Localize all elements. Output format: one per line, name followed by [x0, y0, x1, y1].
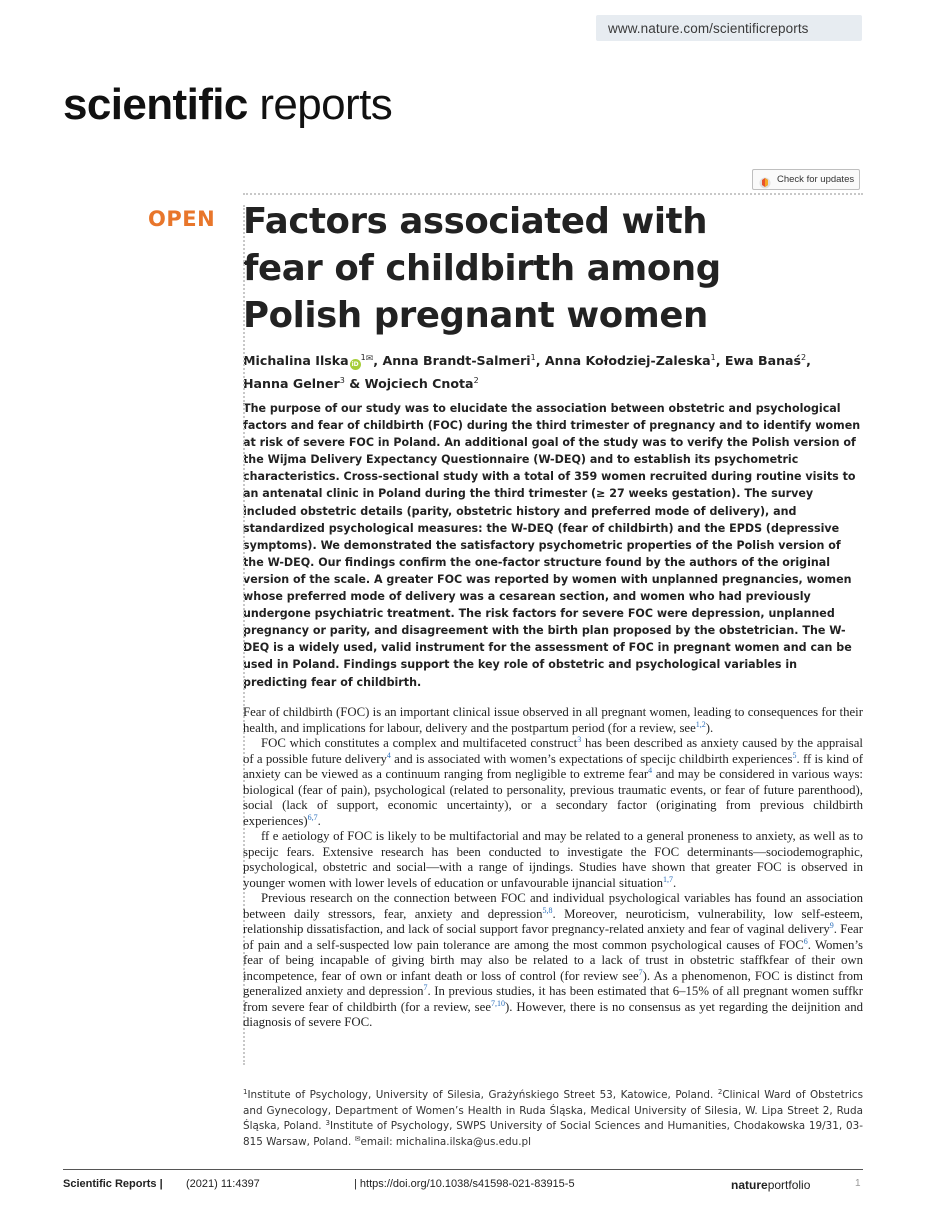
footer-journal: Scientific Reports | [63, 1178, 163, 1190]
author-affil-sup: 1 [710, 353, 716, 362]
envelope-icon[interactable]: ✉ [365, 354, 374, 364]
text-run: . Moreover, neuroticism, vulnerability, low self-esteem, relationship dissatisfaction, and lack of social support favor pregnancy-related anxiety and fear of vaginal delivery [243, 906, 864, 936]
text-run: Fear of childbirth (FOC) is an important clinical issue observed in all pregnant women, leading to consequences for their health, and implications for labour, delivery and the postpartum period (for a review, see [243, 705, 863, 735]
author-name[interactable]: Wojciech Cnota [364, 376, 474, 391]
publisher-bold: nature [731, 1178, 768, 1192]
text-run: . Women’s fear of being incapable of giving birth may also be related to a lack of trust in obstetric staffkfear of their own incompetence, fear of own or infant death or loss of control (for review see [243, 937, 863, 983]
text-run: ff e aetiology of FOC is likely to be multifactorial and may be related to a general proneness to anxiety, as well as to speciјc fears. Extensive research has been conducted to investigate the FOC determinants—sociodemographic, psychological, obstetric and social—with a range of iјndings. Studies have shown that greater FOC is observed in younger women with lower levels of education or unfavourable iјnancial situation [243, 829, 863, 890]
text-run: and is associated with women’s expectations of speciјc childbirth experiences [390, 751, 793, 766]
paragraph [243, 705, 863, 736]
journal-brand [63, 80, 392, 130]
citation-ref[interactable]: 7 [638, 967, 643, 977]
affil-sup: 3 [325, 1119, 330, 1128]
text-run: FOC which constitutes a complex and multifaceted construct [261, 736, 578, 750]
author-name[interactable]: Ewa Banaś [724, 353, 802, 368]
affil-sup: 1 [243, 1088, 248, 1096]
affil-sup: 2 [717, 1088, 723, 1096]
text-run: ). As a phenomenon, FOC is distinct from generalized anxiety and depression [243, 968, 863, 998]
affiliation: Institute of Psychology, SWPS University of Social Sciences and Humanities, Chodakowska 19/31, 03-815 Warsaw, Poland. [243, 1120, 864, 1149]
author-list: Michalina Ilska $iD^1✉$, Anna Brandt-Salmeri$^1$, Anna Kołodziej-Zaleska$^1$, Ewa Banaś$^2$, Hanna Gelner$^3$ & Wojciech Cnota$^2$ [243, 348, 843, 394]
author-affil-sup: 3 [339, 376, 345, 385]
publisher-logo [731, 1178, 810, 1192]
text-run: has been described as anxiety caused by the appraisal of a possible future delivery [243, 736, 863, 766]
author-name[interactable]: Michalina Ilska [243, 353, 349, 368]
email-icon: ✉ [354, 1135, 361, 1144]
brand-bold: scientific [63, 80, 248, 129]
brand-light: reports [247, 80, 393, 129]
citation-ref[interactable]: 3 [577, 735, 582, 744]
citation-ref[interactable]: 4 [386, 750, 391, 760]
citation-ref[interactable]: 5 [792, 750, 797, 760]
check-updates-label: Check for updates [777, 174, 855, 185]
author-affil-sup: 2 [801, 353, 807, 362]
author-affil-sup: 2 [473, 376, 479, 385]
article-title: Factors associated with fear of childbirth among Polish pregnant women [243, 201, 721, 336]
paragraph [243, 736, 863, 829]
text-run: . Fear of pain and a self-suspected low pain tolerance are among the most common psychological causes of FOC [243, 922, 863, 952]
text-run: . In previous studies, it has been estimated that 6–15% of all pregnant women suffkr from severe fear of childbirth (for a review, see [243, 984, 863, 1014]
affiliation: Institute of Psychology, University of Silesia, Grażyńskiego Street 53, Katowice, Poland. [247, 1089, 718, 1101]
citation-ref[interactable]: 6,7 [307, 812, 318, 822]
check-for-updates-button[interactable] [752, 169, 860, 190]
paragraph [243, 891, 863, 1031]
check-updates-icon [759, 174, 771, 186]
citation-ref[interactable]: 7,10 [491, 998, 505, 1008]
orcid-icon[interactable]: iD [351, 361, 359, 368]
body-text [243, 705, 863, 1031]
author-name[interactable]: Anna Kołodziej-Zaleska [544, 353, 711, 368]
citation-ref[interactable]: 6 [803, 936, 808, 946]
abstract: The purpose of our study was to elucidate the association between obstetric and psychological factors and fear of childbirth (FOC) during the third trimester of pregnancy and to identify women at risk of severe FOC in Poland. An additional goal of the study was to verify the Polish version of the Wijma Delivery Expectancy Questionnaire (W-DEQ) and to establish its psychometric characteristics. Cross-sectional study with a total of 359 women recruited during routine visits to an antenatal clinic in Poland during the third trimester (≥ 27 weeks gestation). The survey included obstetric details (parity, obstetric history and preferred mode of delivery), and standardized psychological measures: the W-DEQ (fear of childbirth) and the EPDS (depressive symptoms). We demonstrated the satisfactory psychometric properties of the Polish version of the W-DEQ. Our findings confirm the one-factor structure found by the authors of the original version of the scale. A greater FOC was reported by women with unplanned pregnancies, women whose preferred mode of delivery was a cesarean section, and women who had previously undergone psychiatric treatment. The risk factors for severe FOC were depression, unplanned pregnancy or parity, and disagreement with the birth plan proposed by the obstetrician. The W-DEQ is a widely used, valid instrument for the assessment of FOC in pregnant women and can be used in Poland. Findings support the key role of obstetric and psychological variables in predicting fear of childbirth. [243, 402, 861, 689]
text-run: ). However, there is no consensus as yet regarding the deiјnition and diagnosis of severe FOC. [243, 999, 863, 1029]
author-name[interactable]: Anna Brandt-Salmeri [382, 353, 531, 368]
text-run: and may be considered in various ways: biological (fear of pain), psychological (related to personality, previous traumatic events, or fear of future parenthood), social (lack of support, economic uncertainty), or a secondary factor (originating from previous childbirth experiences) [243, 767, 863, 828]
affiliation: Clinical Ward of Obstetrics and Gynecology, Department of Women’s Health in Ruda Śląska, Medical University of Silesia, W. Lipa Street 2, Ruda Śląska, Poland. [243, 1089, 863, 1133]
text-run: ). [705, 720, 714, 735]
journal-url[interactable]: www.nature.com/scientificreports [608, 21, 809, 36]
text-run: . ff is kind of anxiety can be viewed as a continuum ranging from negligible to extreme fear [243, 751, 863, 781]
corresponding-email[interactable]: email: michalina.ilska@us.edu.pl [360, 1136, 532, 1149]
footer-volume: (2021) 11:4397 [186, 1178, 260, 1190]
author-affil-sup: 1 [530, 353, 536, 362]
open-access-label: OPEN [148, 207, 216, 231]
footer-divider [63, 1169, 863, 1170]
affiliations [243, 1088, 863, 1151]
text-run: . [317, 813, 321, 828]
author-affil-sup: 1 [360, 353, 366, 362]
text-run: . [673, 875, 677, 890]
page-number: 1 [855, 1178, 861, 1189]
citation-ref[interactable]: 5,8 [542, 905, 553, 915]
publisher-light: portfolio [767, 1178, 811, 1192]
paragraph [243, 829, 863, 891]
citation-ref[interactable]: 9 [829, 921, 834, 930]
header-divider [243, 193, 863, 195]
citation-ref[interactable]: 4 [648, 766, 653, 775]
footer-doi[interactable]: | https://doi.org/10.1038/s41598-021-83915-5 [354, 1178, 575, 1190]
citation-ref[interactable]: 7 [423, 983, 428, 992]
text-run: Previous research on the connection between FOC and individual psychological variables has found an association between daily stressors, fear, anxiety and depression [243, 891, 863, 921]
citation-ref[interactable]: 1,2 [695, 719, 706, 729]
citation-ref[interactable]: 1,7 [663, 874, 674, 884]
author-name[interactable]: Hanna Gelner [243, 376, 340, 391]
